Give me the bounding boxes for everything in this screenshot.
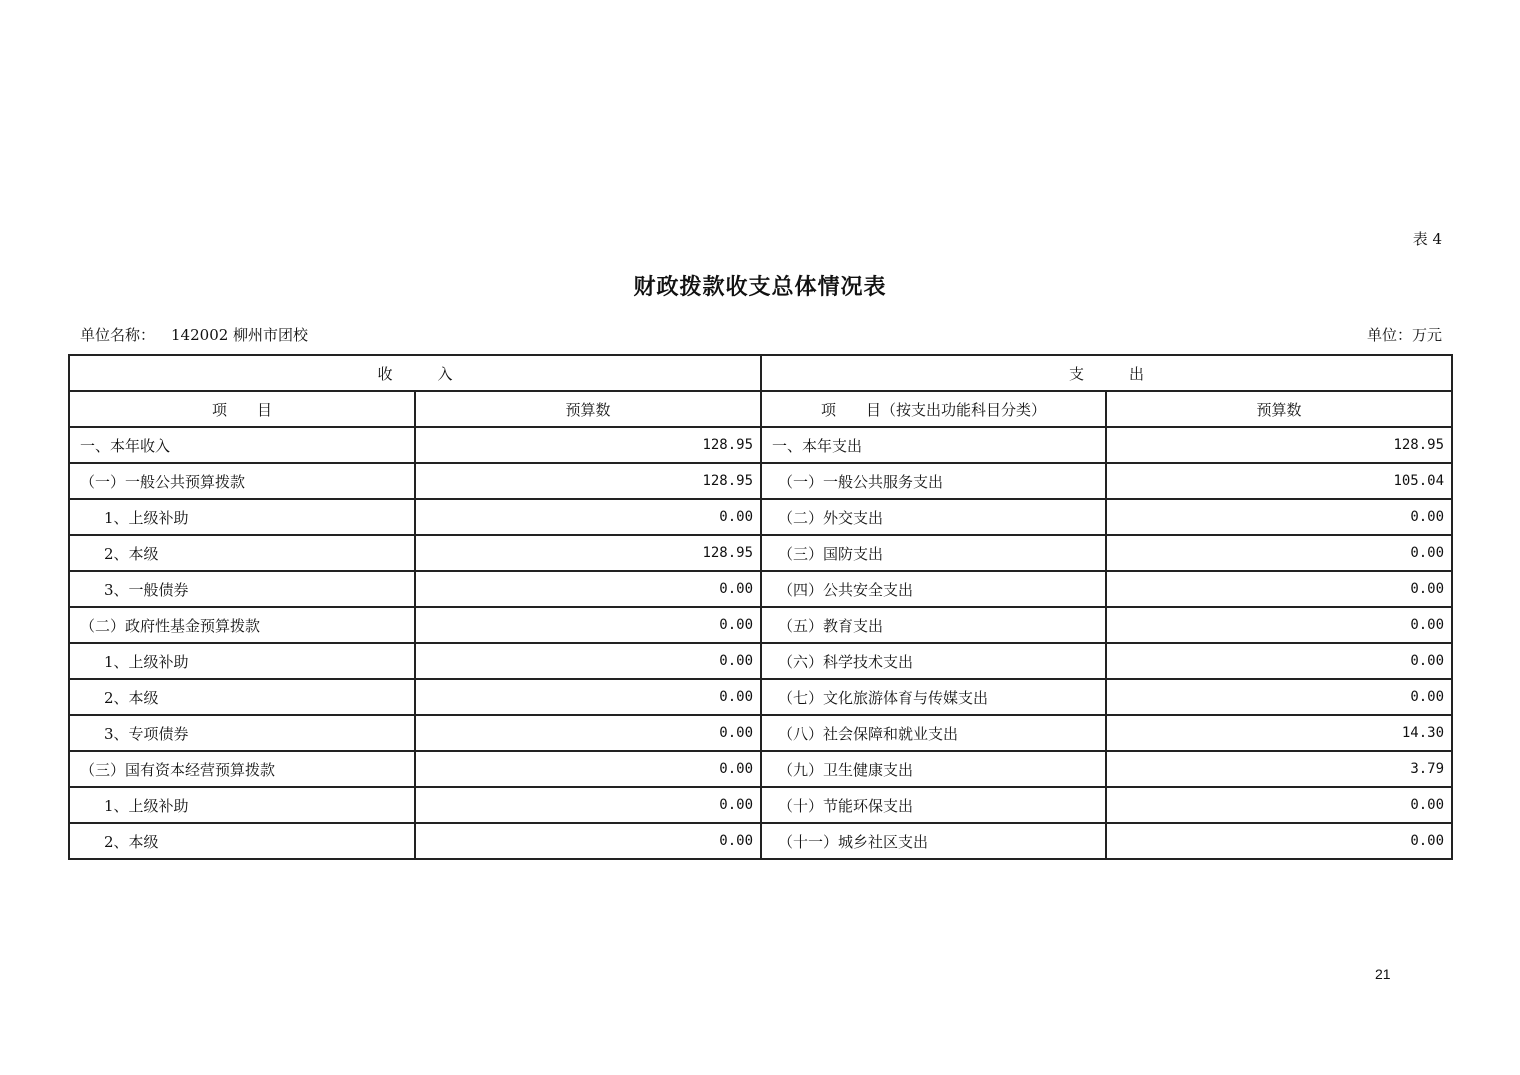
expense-amount: 0.00 <box>1106 787 1452 823</box>
table-row <box>69 751 1452 787</box>
income-amount: 128.95 <box>415 535 761 571</box>
col-expense-budget-header: 预算数 <box>1106 391 1452 427</box>
income-amount: 0.00 <box>415 823 761 859</box>
table-row <box>69 643 1452 679</box>
income-item: 2、本级 <box>69 823 415 859</box>
expense-amount: 0.00 <box>1106 823 1452 859</box>
table-row <box>69 679 1452 715</box>
column-header-row <box>69 391 1452 427</box>
income-amount: 0.00 <box>415 571 761 607</box>
expense-amount: 3.79 <box>1106 751 1452 787</box>
budget-table <box>68 354 1453 860</box>
income-item: 一、本年收入 <box>69 427 415 463</box>
expense-item: （十）节能环保支出 <box>761 787 1106 823</box>
expense-item: （六）科学技术支出 <box>761 643 1106 679</box>
expense-item: 一、本年支出 <box>761 427 1106 463</box>
table-row <box>69 463 1452 499</box>
table-row <box>69 823 1452 859</box>
expense-item: （三）国防支出 <box>761 535 1106 571</box>
expense-item: （八）社会保障和就业支出 <box>761 715 1106 751</box>
table-row <box>69 787 1452 823</box>
unit-measure: 单位：万元 <box>1366 326 1442 344</box>
income-amount: 0.00 <box>415 607 761 643</box>
income-item: （一）一般公共预算拨款 <box>69 463 415 499</box>
income-item: 3、专项债券 <box>69 715 415 751</box>
page-title: 财政拨款收支总体情况表 <box>633 274 887 300</box>
income-amount: 0.00 <box>415 643 761 679</box>
table-label: 表 4 <box>1412 230 1442 248</box>
unit-name-label: 单位名称： <box>80 326 156 344</box>
income-item: 1、上级补助 <box>69 787 415 823</box>
table-row <box>69 499 1452 535</box>
expense-amount: 0.00 <box>1106 499 1452 535</box>
page-number: 21 <box>1375 966 1391 982</box>
table-row <box>69 535 1452 571</box>
income-amount: 0.00 <box>415 787 761 823</box>
expense-amount: 0.00 <box>1106 607 1452 643</box>
income-amount: 0.00 <box>415 751 761 787</box>
col-expense-item-header: 项 目（按支出功能科目分类） <box>761 391 1106 427</box>
income-item: 3、一般债券 <box>69 571 415 607</box>
expense-amount: 128.95 <box>1106 427 1452 463</box>
expense-item: （十一）城乡社区支出 <box>761 823 1106 859</box>
income-amount: 0.00 <box>415 679 761 715</box>
expense-amount: 0.00 <box>1106 535 1452 571</box>
income-item: 1、上级补助 <box>69 643 415 679</box>
income-item: （二）政府性基金预算拨款 <box>69 607 415 643</box>
expense-item: （九）卫生健康支出 <box>761 751 1106 787</box>
unit-code-name: 142002 柳州市团校 <box>171 326 309 344</box>
expense-amount: 0.00 <box>1106 679 1452 715</box>
expense-amount: 105.04 <box>1106 463 1452 499</box>
section-header-row <box>69 355 1452 391</box>
table-row <box>69 607 1452 643</box>
unit-name-line <box>80 324 308 345</box>
income-amount: 128.95 <box>415 427 761 463</box>
income-item: 1、上级补助 <box>69 499 415 535</box>
income-amount: 128.95 <box>415 463 761 499</box>
expense-item: （七）文化旅游体育与传媒支出 <box>761 679 1106 715</box>
col-budget-header: 预算数 <box>415 391 761 427</box>
expense-item: （二）外交支出 <box>761 499 1106 535</box>
income-amount: 0.00 <box>415 715 761 751</box>
income-amount: 0.00 <box>415 499 761 535</box>
expense-amount: 14.30 <box>1106 715 1452 751</box>
col-item-header: 项 目 <box>69 391 415 427</box>
expense-item: （四）公共安全支出 <box>761 571 1106 607</box>
table-row <box>69 571 1452 607</box>
expense-amount: 0.00 <box>1106 571 1452 607</box>
income-header: 收 入 <box>69 355 761 391</box>
expense-header: 支 出 <box>761 355 1452 391</box>
income-item: 2、本级 <box>69 679 415 715</box>
expense-amount: 0.00 <box>1106 643 1452 679</box>
expense-item: （一）一般公共服务支出 <box>761 463 1106 499</box>
income-item: 2、本级 <box>69 535 415 571</box>
table-row <box>69 427 1452 463</box>
table-row <box>69 715 1452 751</box>
income-item: （三）国有资本经营预算拨款 <box>69 751 415 787</box>
expense-item: （五）教育支出 <box>761 607 1106 643</box>
